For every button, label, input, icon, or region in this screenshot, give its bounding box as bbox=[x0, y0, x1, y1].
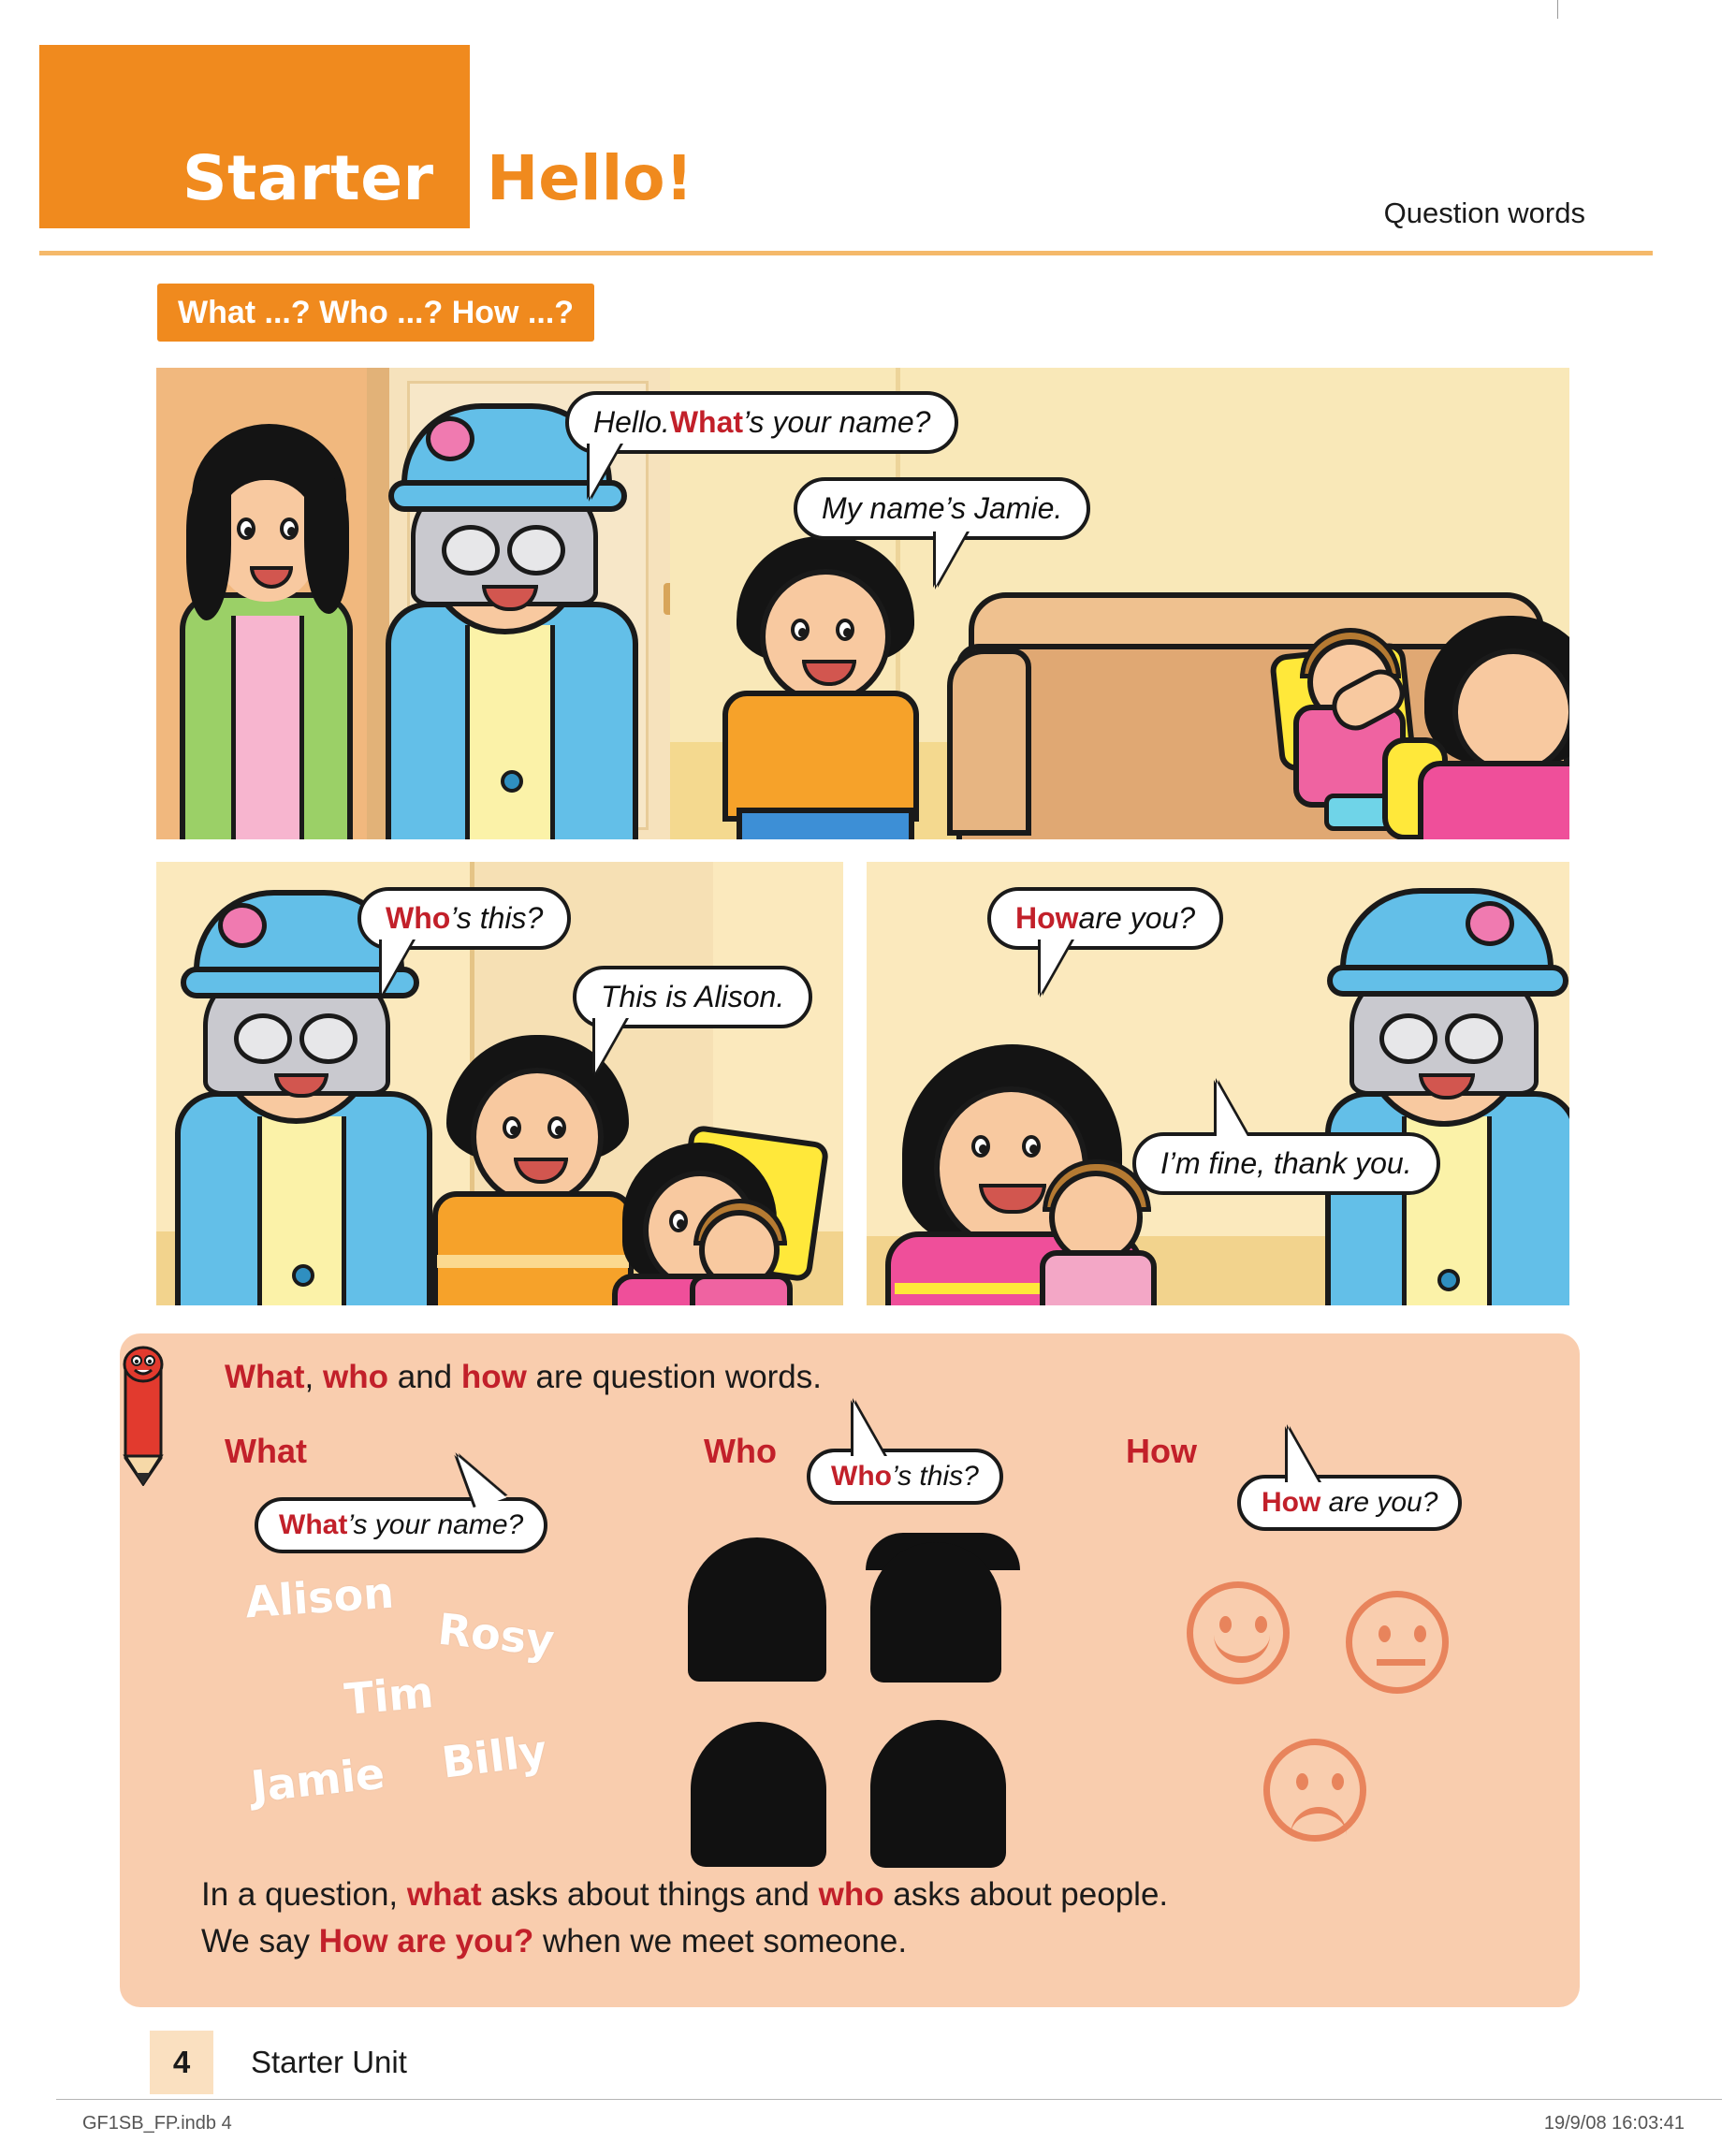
mother-shirt bbox=[231, 616, 304, 842]
bubble-5-keyword: How bbox=[1015, 901, 1079, 935]
boy2-eye-right bbox=[547, 1116, 566, 1139]
example-what-rest: ’s your name? bbox=[347, 1509, 524, 1540]
speech-bubble-6 bbox=[1132, 1132, 1440, 1195]
example-what-keyword: What bbox=[279, 1509, 348, 1540]
sister3-eye-left bbox=[971, 1135, 990, 1158]
foot2-c: when we meet someone. bbox=[533, 1923, 908, 1959]
boy2-head bbox=[471, 1068, 604, 1206]
doll3-dress bbox=[1040, 1250, 1157, 1308]
example-who-keyword: Who bbox=[831, 1461, 892, 1492]
grammar-intro-tail: are question words. bbox=[526, 1359, 822, 1395]
mother-hair-right bbox=[304, 478, 349, 614]
grandma-glasses-left bbox=[442, 525, 500, 575]
example-who-tail bbox=[853, 1402, 885, 1458]
silhouette-person-4 bbox=[870, 1720, 1006, 1868]
speech-tail-6 bbox=[1217, 1082, 1248, 1138]
footer-file-label: GF1SB_FP.indb 4 bbox=[82, 2113, 232, 2134]
grammar-intro-sep1: , bbox=[304, 1359, 323, 1395]
foot1-a: In a question, bbox=[201, 1876, 407, 1913]
grandma2-glasses-right bbox=[299, 1013, 357, 1064]
grammar-kw-who: who bbox=[323, 1359, 388, 1395]
sister-head bbox=[1452, 648, 1572, 775]
grammar-footer-line-2 bbox=[201, 1923, 907, 1960]
grammar-intro-sep2: and bbox=[387, 1359, 461, 1395]
grandma2-coat-button bbox=[292, 1264, 314, 1287]
header-divider bbox=[39, 251, 1653, 255]
example-how-tail bbox=[1288, 1428, 1320, 1484]
grammar-column-heading-how: How bbox=[1126, 1432, 1197, 1470]
foot2-kw-how: How are you? bbox=[318, 1923, 534, 1959]
example-bubble-what bbox=[255, 1497, 547, 1553]
foot1-kw-who: who bbox=[818, 1876, 884, 1913]
speech-bubble-5 bbox=[987, 887, 1223, 950]
bubble-1-suffix: ’s your name? bbox=[743, 405, 931, 439]
happy-face-icon bbox=[1187, 1581, 1290, 1684]
boy2-shirt-stripe bbox=[437, 1255, 629, 1268]
grammar-kw-how: how bbox=[460, 1359, 527, 1395]
bubble-2-text: My name’s Jamie. bbox=[822, 491, 1063, 525]
boy-shirt bbox=[722, 691, 919, 822]
neutral-face-icon bbox=[1346, 1591, 1449, 1694]
grammar-footer-line-1 bbox=[201, 1876, 1168, 1914]
example-how-rest: are you? bbox=[1320, 1487, 1438, 1518]
sister-shirt bbox=[1418, 761, 1572, 842]
boy2-eye-left bbox=[503, 1116, 521, 1139]
mother-eye-right bbox=[280, 517, 299, 540]
unit-tab-label: Starter bbox=[182, 142, 434, 214]
speech-tail-3 bbox=[382, 938, 414, 994]
grammar-kw-what: What bbox=[225, 1359, 305, 1395]
grandma-coat-button bbox=[501, 770, 523, 793]
name-word-jamie: Jamie bbox=[248, 1747, 387, 1813]
grandma3-coat-button bbox=[1437, 1269, 1460, 1291]
grandma3-hat-brim bbox=[1327, 965, 1568, 997]
bubble-5-suffix: are you? bbox=[1078, 901, 1196, 935]
bubble-1-keyword: What bbox=[669, 405, 744, 439]
sister2-eye-left bbox=[669, 1210, 688, 1232]
grandma-glasses-right bbox=[507, 525, 565, 575]
topic-label: Question words bbox=[1383, 197, 1585, 229]
section-heading: What ...? Who ...? How ...? bbox=[157, 284, 594, 342]
page-sheet bbox=[0, 19, 1612, 2077]
speech-bubble-1 bbox=[565, 391, 958, 454]
foot1-c: asks about things and bbox=[481, 1876, 819, 1913]
sister3-eye-right bbox=[1022, 1135, 1041, 1158]
grandma3-glasses-left bbox=[1379, 1013, 1437, 1064]
silhouette-person-3 bbox=[691, 1722, 826, 1867]
page-header bbox=[0, 19, 1612, 229]
name-word-tim: Tim bbox=[342, 1666, 436, 1726]
sad-face-icon bbox=[1263, 1739, 1366, 1842]
foot1-e: asks about people. bbox=[883, 1876, 1169, 1913]
bubble-3-suffix: ’s this? bbox=[450, 901, 544, 935]
grammar-column-heading-what: What bbox=[225, 1432, 307, 1470]
silhouette-person-1-shoulders bbox=[688, 1642, 826, 1682]
speech-tail-1 bbox=[590, 442, 621, 498]
grammar-intro-line bbox=[225, 1359, 822, 1396]
bubble-1-prefix: Hello. bbox=[593, 405, 670, 439]
speech-tail-5 bbox=[1041, 938, 1072, 994]
grammar-column-heading-who: Who bbox=[704, 1432, 777, 1470]
hat-flower-icon bbox=[426, 416, 474, 461]
boy-eye-right bbox=[836, 619, 854, 641]
page-number: 4 bbox=[150, 2031, 213, 2094]
boy2-shirt bbox=[432, 1191, 634, 1308]
doll2-dress bbox=[690, 1274, 793, 1308]
silhouette-person-2 bbox=[870, 1542, 1001, 1683]
speech-tail-2 bbox=[936, 530, 968, 586]
name-word-billy: Billy bbox=[439, 1725, 550, 1788]
name-word-rosy: Rosy bbox=[435, 1603, 557, 1667]
example-bubble-how bbox=[1237, 1475, 1462, 1531]
bubble-3-keyword: Who bbox=[386, 901, 451, 935]
mother-eye-left bbox=[237, 517, 255, 540]
speech-tail-4 bbox=[595, 1016, 627, 1072]
example-how-keyword: How bbox=[1262, 1487, 1321, 1518]
grandma3-glasses-right bbox=[1445, 1013, 1503, 1064]
foot2-a: We say bbox=[201, 1923, 319, 1959]
sofa-arm-left bbox=[947, 648, 1031, 836]
hat-flower-icon bbox=[1466, 901, 1514, 946]
foot1-kw-what: what bbox=[406, 1876, 482, 1913]
boy-jeans bbox=[737, 808, 914, 842]
footer-date-label: 19/9/08 16:03:41 bbox=[1543, 2113, 1685, 2134]
name-word-alison: Alison bbox=[243, 1566, 396, 1628]
example-who-rest: ’s this? bbox=[891, 1461, 979, 1492]
footer-unit-label: Starter Unit bbox=[251, 2045, 407, 2079]
hat-flower-icon bbox=[218, 903, 267, 948]
bubble-6-text: I’m fine, thank you. bbox=[1160, 1146, 1412, 1180]
bubble-4-text: This is Alison. bbox=[601, 980, 785, 1013]
boy-eye-left bbox=[791, 619, 810, 641]
pencil-mascot-icon bbox=[110, 1346, 176, 1486]
page-title: Hello! bbox=[487, 142, 693, 214]
example-bubble-who bbox=[807, 1449, 1003, 1505]
grandma2-glasses-left bbox=[234, 1013, 292, 1064]
grandma-blouse bbox=[465, 625, 555, 842]
footer-divider bbox=[56, 2099, 1722, 2100]
